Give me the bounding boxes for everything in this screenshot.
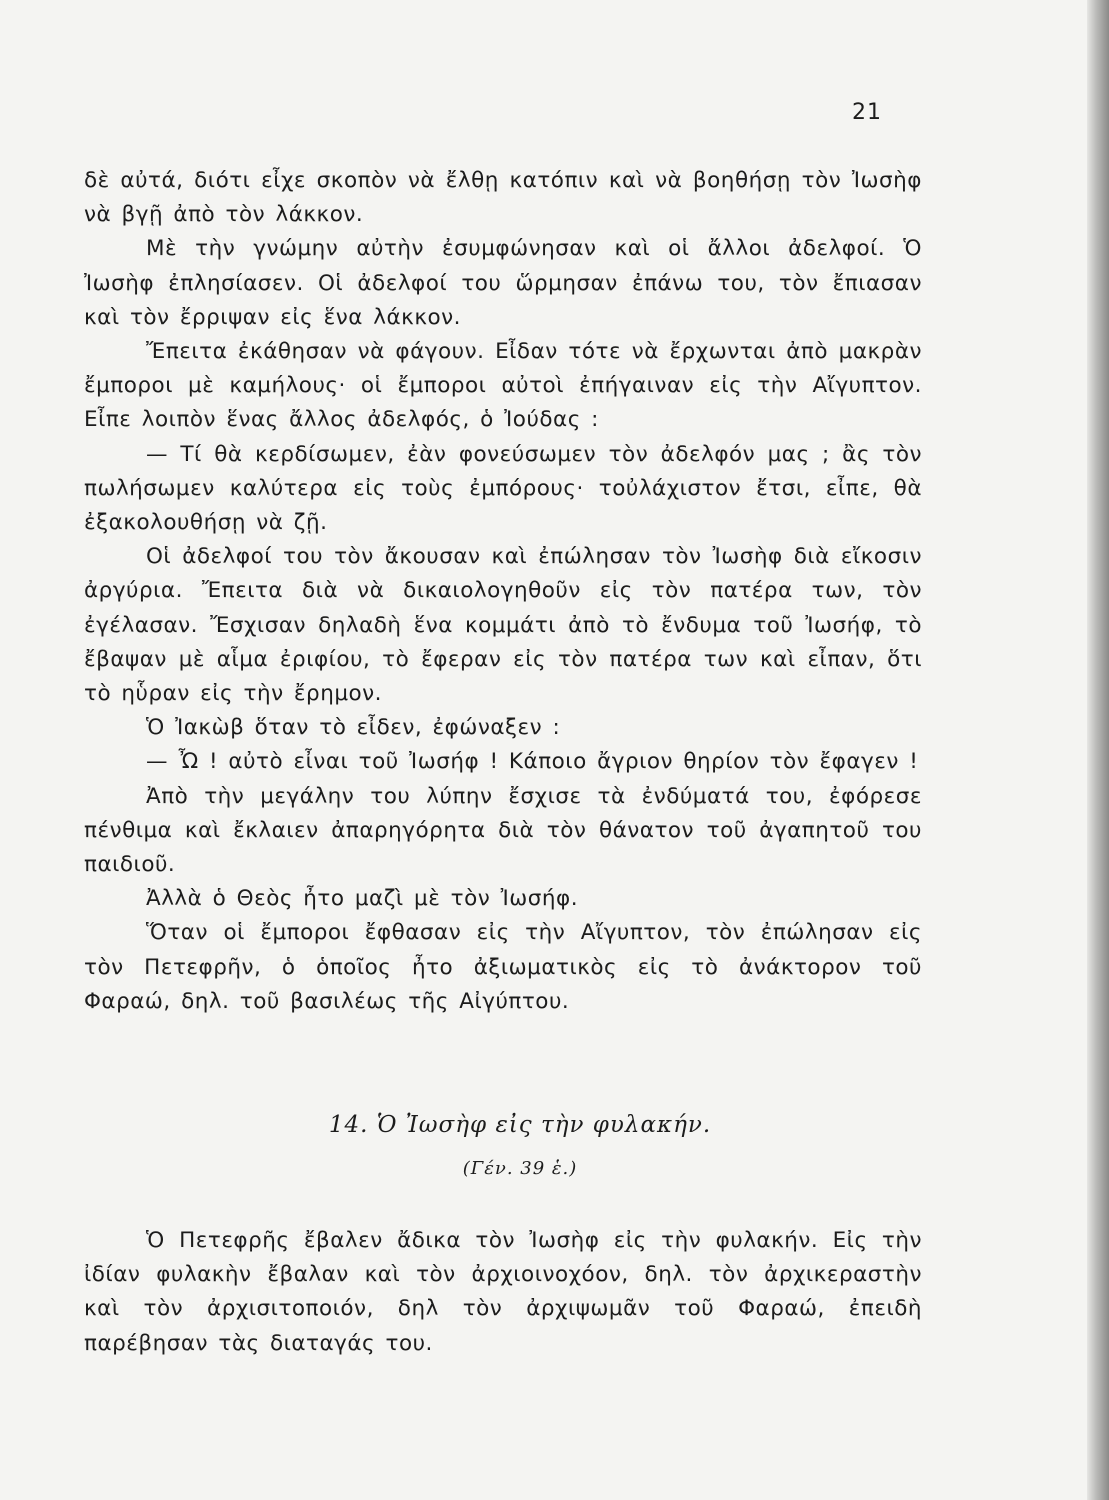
paragraph: Ὁ Ἰακὼβ ὅταν τὸ εἶδεν, ἐφώναξεν : <box>146 715 561 741</box>
paragraph: Οἱ ἀδελφοί του τὸν ἄκουσαν καὶ ἐπώλησαν τὸν Ἰωσὴφ διὰ εἴκοσιν ἀργύρια. Ἔπειτα διὰ νὰ δικαιολογηθοῦν εἰς τὸν πατέρα των, τὸν ἐγέλασαν. Ἔσχισαν δηλαδὴ ἕνα κομμάτι ἀπὸ τὸ ἔνδυμα τοῦ Ἰωσήφ, τὸ ἔβαψαν μὲ αἷμα ἐριφίου, τὸ ἔφεραν εἰς τὸν πατέρα των καὶ εἶπαν, ὅτι τὸ ηὗραν εἰς τὴν ἔρημον. <box>84 544 922 707</box>
paragraph: Ἀπὸ τὴν μεγάλην του λύπην ἔσχισε τὰ ἐνδύματά του, ἐφόρεσε πένθιμα καὶ ἔκλαιεν ἀπαρηγόρητα διὰ τὸν θάνατον τοῦ ἀγαπητοῦ του παιδιοῦ. <box>84 783 922 878</box>
paragraph: Μὲ τὴν γνώμην αὐτὴν ἐσυμφώνησαν καὶ οἱ ἄλλοι ἀδελφοί. Ὁ Ἰωσὴφ ἐπλησίασεν. Οἱ ἀδελφοί του ὥρμησαν ἐπάνω του, τὸν ἔπιασαν καὶ τὸν ἔρριψαν εἰς ἕνα λάκκον. <box>84 236 922 330</box>
section-body-text <box>84 1224 922 1361</box>
paragraph: — Τί θὰ κερδίσωμεν, ἐὰν φονεύσωμεν τὸν ἀδελφόν μας ; ἂς τὸν πωλήσωμεν καλύτερα εἰς τοὺς ἐμπόρους· τοὐλάχιστον ἔτσι, εἶπε, θὰ ἐξακολουθήσῃ νὰ ζῇ. <box>84 441 922 536</box>
section-title: 14. Ὁ Ἰωσὴφ εἰς τὴν φυλακήν. <box>328 1112 712 1138</box>
body-text <box>84 164 922 1019</box>
section-reference: (Γέν. 39 ἑ.) <box>462 1158 578 1179</box>
paragraph: Ὅταν οἱ ἔμποροι ἔφθασαν εἰς τὴν Αἴγυπτον, τὸν ἐπώλησαν εἰς τὸν Πετεφρῆν, ὁ ὁποῖος ἦτο ἀξιωματικὸς εἰς τὸ ἀνάκτορον τοῦ Φαραώ, δηλ. τοῦ βασιλέως τῆς Αἰγύπτου. <box>84 920 922 1014</box>
page-number: 21 <box>852 100 882 125</box>
paragraph: δὲ αὐτά, διότι εἶχε σκοπὸν νὰ ἔλθῃ κατόπιν καὶ νὰ βοηθήσῃ τὸν Ἰωσὴφ νὰ βγῇ ἀπὸ τὸν λάκκον. <box>84 168 922 228</box>
paragraph: Ἔπειτα ἐκάθησαν νὰ φάγουν. Εἶδαν τότε νὰ ἔρχωνται ἀπὸ μακρὰν ἔμποροι μὲ καμήλους· οἱ ἔμποροι αὐτοὶ ἐπήγαιναν εἰς τὴν Αἴγυπτον. Εἶπε λοιπὸν ἕνας ἄλλος ἀδελφός, ὁ Ἰούδας : <box>84 339 922 433</box>
paragraph: Ὁ Πετεφρῆς ἔβαλεν ἄδικα τὸν Ἰωσὴφ εἰς τὴν φυλακήν. Εἰς τὴν ἰδίαν φυλακὴν ἔβαλαν καὶ τὸν ἀρχιοινοχόον, δηλ. τὸν ἀρχικεραστὴν καὶ τὸν ἀρχισιτοποιόν, δηλ τὸν ἀρχιψωμᾶν τοῦ Φαραώ, ἐπειδὴ παρέβησαν τὰς διαταγάς του. <box>84 1228 922 1356</box>
paragraph: Ἀλλὰ ὁ Θεὸς ἦτο μαζὶ μὲ τὸν Ἰωσήφ. <box>146 886 579 912</box>
page-edge-shadow <box>1087 0 1109 1500</box>
paragraph: — Ὦ ! αὐτὸ εἶναι τοῦ Ἰωσήφ ! Κάποιο ἄγριον θηρίον τὸν ἔφαγεν ! <box>146 749 919 775</box>
